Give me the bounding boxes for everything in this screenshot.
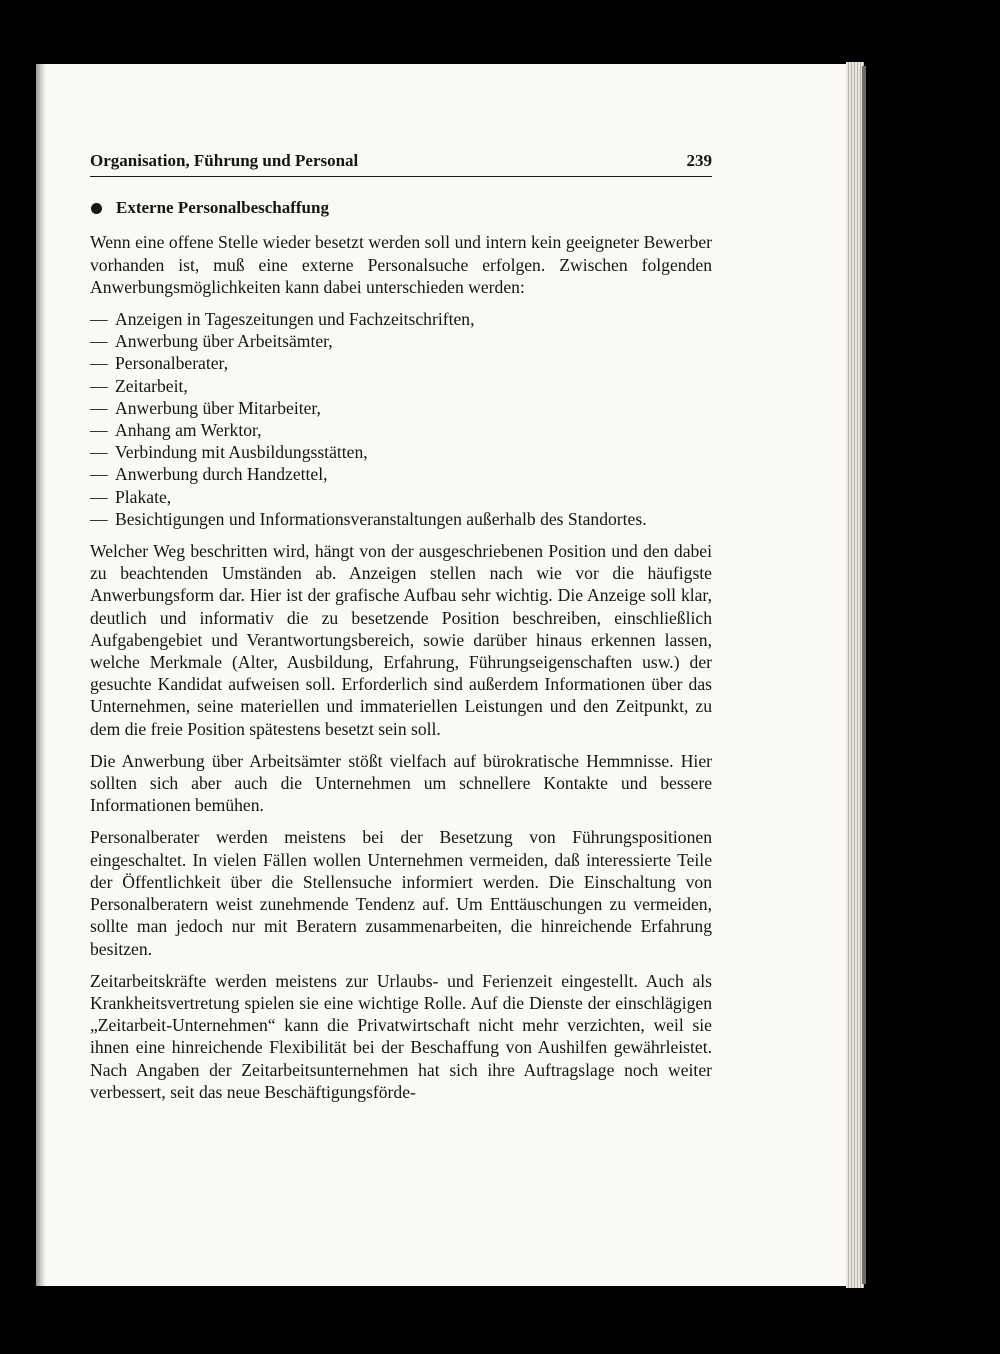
paragraph-temporary-work: Zeitarbeitskräfte werden meistens zur Urlaubs- und Ferienzeit eingestellt. Auch als Krankheitsvertretung spielen sie eine wichtige Rolle. Auf die Dienste der einschlägigen „Zeitarbeit-Unternehmen“ kann die Privatwirtschaft nicht mehr verzichten, weil sie ihnen eine hinreichende Flexibilität bei der Beschaffung von Aushilfen gewährleistet. Nach Angaben der Zeitarbeitsunternehmen hat sich ihre Auftragslage noch weiter verbessert, seit das neue Beschäftigungsförde- bbox=[90, 970, 712, 1102]
page-number: 239 bbox=[686, 151, 712, 170]
page-stack-shadow bbox=[862, 66, 866, 1284]
list-item-text: Verbindung mit Ausbildungsstätten, bbox=[115, 442, 368, 463]
list-item bbox=[90, 352, 712, 374]
list-item-text: Anzeigen in Tageszeitungen und Fachzeitschriften, bbox=[115, 309, 475, 330]
intro-paragraph: Wenn eine offene Stelle wieder besetzt werden soll und intern kein geeigneter Bewerber vorhanden ist, muß eine externe Personalsuche erfolgen. Zwischen folgenden Anwerbungsmöglichkeiten kann dabei unterschieden werden: bbox=[90, 232, 712, 297]
section-title: Externe Personalbeschaffung bbox=[116, 198, 329, 218]
dash-marker: — bbox=[90, 442, 108, 463]
running-title: Organisation, Führung und Personal bbox=[90, 151, 359, 170]
dash-marker: — bbox=[90, 486, 108, 507]
list-item-text: Anwerbung über Arbeitsämter, bbox=[115, 331, 333, 352]
list-item-text: Zeitarbeit, bbox=[115, 375, 188, 396]
page-content bbox=[90, 150, 712, 1103]
list-item-text: Plakate, bbox=[115, 486, 172, 507]
list-item-text: Personalberater, bbox=[115, 353, 229, 374]
list-item bbox=[90, 330, 712, 352]
dash-marker: — bbox=[90, 397, 108, 418]
dash-marker: — bbox=[90, 331, 108, 352]
section-heading bbox=[90, 197, 712, 219]
dash-marker: — bbox=[90, 464, 108, 485]
paragraph-employment-office: Die Anwerbung über Arbeitsämter stößt vielfach auf bürokratische Hemmnisse. Hier sollten sich aber auch die Unternehmen um schnellere Kontakte und bessere Informationen bemühen. bbox=[90, 750, 712, 816]
recruitment-options-list bbox=[90, 308, 712, 530]
list-item bbox=[90, 441, 712, 463]
dash-marker: — bbox=[90, 309, 108, 330]
list-item bbox=[90, 419, 712, 441]
list-item bbox=[90, 463, 712, 485]
list-item bbox=[90, 397, 712, 419]
dash-marker: — bbox=[90, 420, 108, 441]
list-item bbox=[90, 486, 712, 508]
list-item bbox=[90, 375, 712, 397]
dash-marker: — bbox=[90, 375, 108, 396]
list-item-text: Anwerbung durch Handzettel, bbox=[115, 464, 328, 485]
paragraph-personnel-consultants: Personalberater werden meistens bei der Besetzung von Führungspositionen eingeschaltet. In vielen Fällen wollen Unternehmen vermeiden, daß interessierte Teile der Öffentlichkeit über die Stellensuche informiert werden. Die Einschaltung von Personalberatern weist zunehmende Tendenz auf. Um Enttäuschungen zu vermeiden, sollte man jedoch nur mit Beratern zusammenarbeiten, die hinreichende Erfahrung besitzen. bbox=[90, 827, 712, 959]
running-header bbox=[90, 150, 712, 177]
paragraph-advertising: Welcher Weg beschritten wird, hängt von der ausgeschriebenen Position und den dabei zu beachtenden Umständen ab. Anzeigen stellen nach wie vor die häufigste Anwerbungsform dar. Hier ist der grafische Aufbau sehr wichtig. Die Anzeige soll klar, deutlich und informativ die zu besetzende Position beschreiben, einschließlich Aufgabengebiet und Verantwortungsbereich, sowie darüber hinaus erkennen lassen, welche Merkmale (Alter, Ausbildung, Erfahrung, Führungseigenschaften usw.) der gesuchte Kandidat aufweisen soll. Erforderlich sind außerdem Informationen über das Unternehmen, seine materiellen und immateriellen Leistungen und den Zeitpunkt, zu dem die freie Position spätestens besetzt sein soll. bbox=[90, 541, 712, 739]
list-item-text: Besichtigungen und Informationsveranstaltungen außerhalb des Standortes. bbox=[115, 508, 647, 529]
list-item bbox=[90, 308, 712, 330]
bullet-dot-icon bbox=[91, 203, 102, 214]
dash-marker: — bbox=[90, 353, 108, 374]
list-item-text: Anwerbung über Mitarbeiter, bbox=[115, 397, 321, 418]
dash-marker: — bbox=[90, 508, 108, 529]
list-item bbox=[90, 508, 712, 530]
page-gutter-shadow bbox=[36, 64, 46, 1286]
list-item-text: Anhang am Werktor, bbox=[115, 420, 262, 441]
